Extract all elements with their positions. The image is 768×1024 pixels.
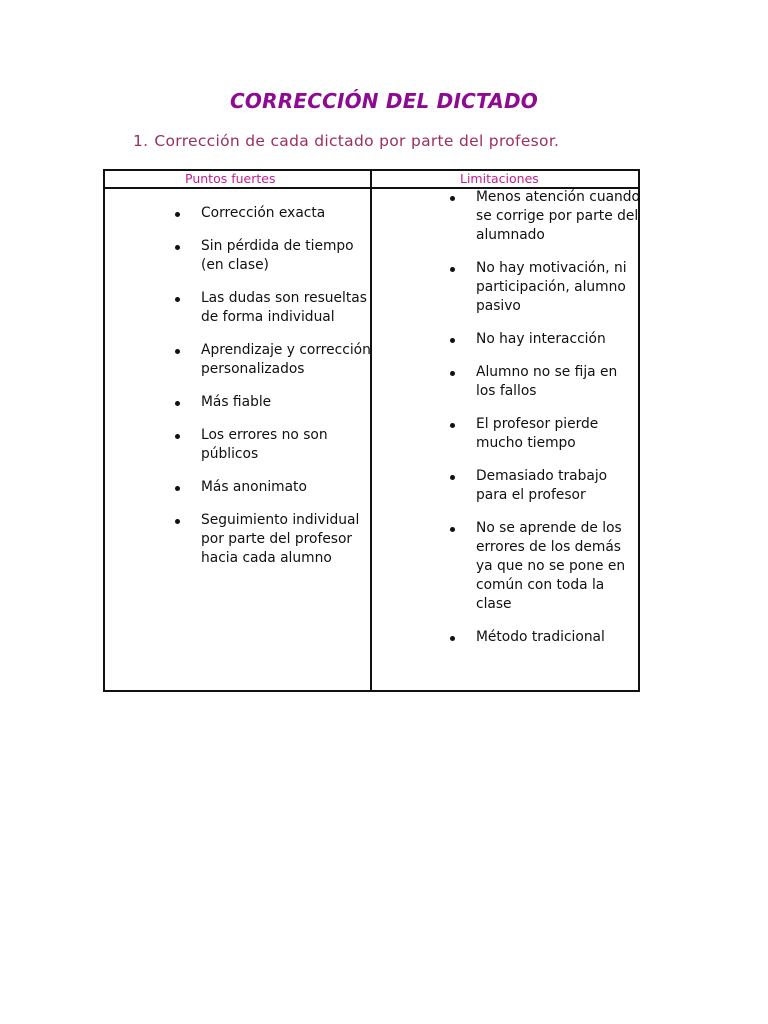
strengths-list [175,204,375,582]
list-item: No hay interacción [450,330,640,349]
list-item: Las dudas son resueltas de forma individual [175,289,375,327]
list-item: Menos atención cuando se corrige por parte del alumnado [450,188,640,245]
list-item: El profesor pierde mucho tiempo [450,415,640,453]
comparison-table [103,169,640,692]
section-heading [133,132,559,150]
list-item: Más fiable [175,393,375,412]
header-strengths: Puntos fuertes [185,171,276,186]
list-item: Seguimiento individual por parte del profesor hacia cada alumno [175,511,375,568]
list-item: No se aprende de los errores de los demás ya que no se pone en común con toda la clase [450,519,640,614]
section-number: 1. [133,132,149,150]
list-item: Aprendizaje y corrección personalizados [175,341,375,379]
list-item: Más anonimato [175,478,375,497]
list-item: Sin pérdida de tiempo (en clase) [175,237,375,275]
list-item: Los errores no son públicos [175,426,375,464]
limitations-list [450,188,640,661]
list-item: No hay motivación, ni participación, alumno pasivo [450,259,640,316]
list-item: Alumno no se fija en los fallos [450,363,640,401]
section-title: Corrección de cada dictado por parte del profesor. [154,132,560,150]
list-item: Demasiado trabajo para el profesor [450,467,640,505]
document-title: CORRECCIÓN DEL DICTADO [230,89,538,113]
list-item: Corrección exacta [175,204,375,223]
header-limitations: Limitaciones [460,171,539,186]
list-item: Método tradicional [450,628,640,647]
